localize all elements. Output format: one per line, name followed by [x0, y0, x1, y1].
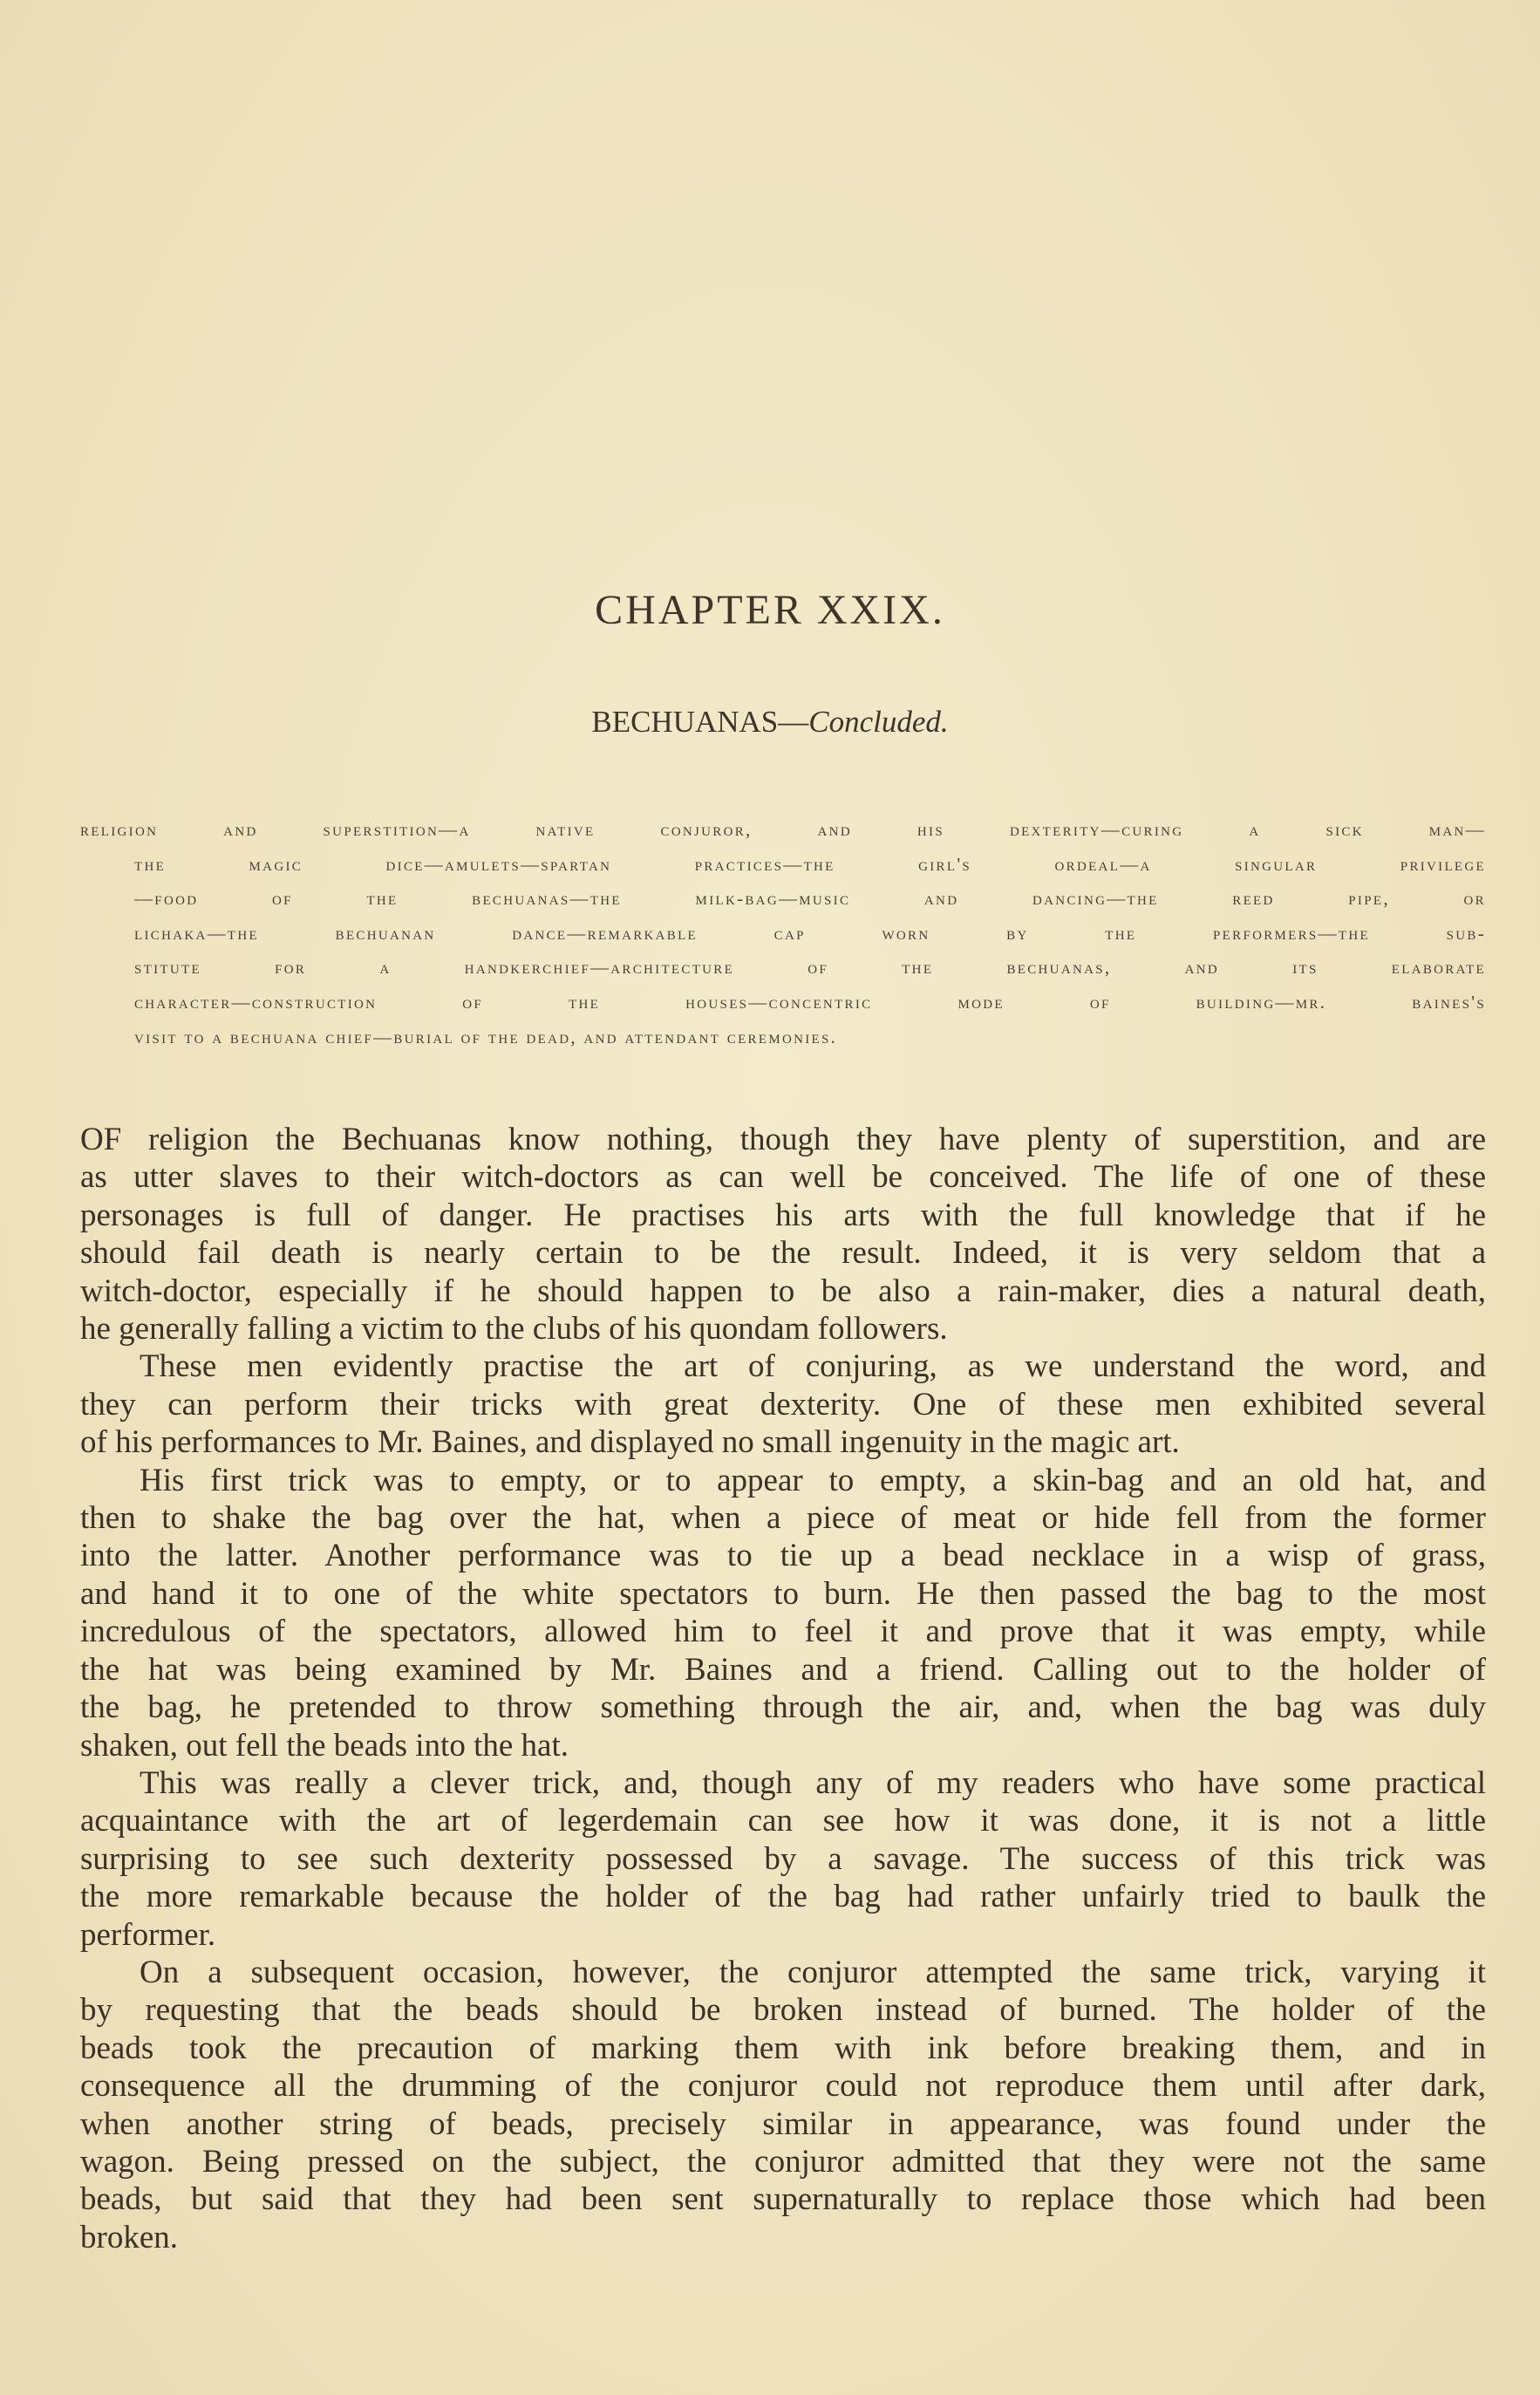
paragraph: [80, 1348, 1486, 1461]
body-text: [80, 1121, 1486, 2256]
text-line: OF religion the Bechuanas know nothing, though they have plenty of superstition, and are: [80, 1122, 1486, 1157]
text-line: personages is full of danger. He practises his arts with the full knowledge that if he: [80, 1197, 1486, 1233]
text-line: by requesting that the beads should be broken instead of burned. The holder of the: [80, 1992, 1486, 2029]
text-line: surprising to see such dexterity possessed by a savage. The success of this trick was: [80, 1840, 1486, 1877]
summary-line: the magic dice—amulets—spartan practices—the girl's ordeal—a singular privilege: [134, 853, 1486, 875]
text-line: he generally falling a victim to the clubs of his quondam followers.: [80, 1311, 948, 1348]
text-line: shaken, out fell the beads into the hat.: [80, 1727, 569, 1764]
text-line: the bag, he pretended to throw something through the air, and, when the bag was duly: [80, 1689, 1486, 1726]
text-line: witch-doctor, especially if he should happen to be also a rain-maker, dies a natural death,: [80, 1273, 1486, 1309]
paragraph: [80, 1764, 1486, 1954]
summary-line: —food of the bechuanas—the milk-bag—music and dancing—the reed pipe, or: [134, 888, 1486, 910]
summary-line: lichaka—the bechuanan dance—remarkable cap worn by the performers—the sub-: [134, 922, 1486, 944]
text-line: wagon. Being pressed on the subject, the conjuror admitted that they were not the same: [80, 2143, 1486, 2180]
text-line: performer.: [80, 1916, 216, 1953]
text-line: beads took the precaution of marking them with ink before breaking them, and in: [80, 2030, 1486, 2066]
text-line: when another string of beads, precisely similar in appearance, was found under the: [80, 2105, 1486, 2142]
chapter-subtitle: [0, 705, 1540, 740]
text-line: they can perform their tricks with great dexterity. One of these men exhibited several: [80, 1386, 1486, 1423]
text-line: acquaintance with the art of legerdemain can see how it was done, it is not a little: [80, 1803, 1486, 1839]
summary-line: visit to a bechuana chief—burial of the dead, and attendant ceremonies.: [134, 1026, 838, 1047]
text-line: then to shake the bag over the hat, when a piece of meat or hide fell from the former: [80, 1500, 1486, 1537]
text-line: This was really a clever trick, and, though any of my readers who have some practical: [140, 1764, 1486, 1801]
text-line: the more remarkable because the holder of the bag had rather unfairly tried to baulk the: [80, 1879, 1486, 1915]
text-line: beads, but said that they had been sent supernaturally to replace those which had been: [80, 2181, 1486, 2218]
chapter-summary: [80, 813, 1486, 1054]
paragraph: [80, 1462, 1486, 1764]
text-line: should fail death is nearly certain to be the result. Indeed, it is very seldom that a: [80, 1235, 1486, 1272]
text-line: and hand it to one of the white spectators to burn. He then passed the bag to the most: [80, 1575, 1486, 1612]
summary-line: stitute for a handkerchief—architecture of the bechuanas, and its elaborate: [134, 957, 1486, 979]
subtitle-italic: Concluded.: [808, 705, 949, 739]
text-line: as utter slaves to their witch-doctors as can well be conceived. The life of one of these: [80, 1159, 1486, 1196]
paragraph: [80, 1954, 1486, 2256]
text-line: consequence all the drumming of the conjuror could not reproduce them until after dark,: [80, 2068, 1486, 2105]
summary-line: character—construction of the houses—concentric mode of building—mr. baines's: [134, 991, 1486, 1013]
chapter-title: CHAPTER XXIX.: [595, 587, 945, 633]
text-line: On a subsequent occasion, however, the conjuror attempted the same trick, varying it: [140, 1954, 1486, 1990]
text-line: of his performances to Mr. Baines, and displayed no small ingenuity in the magic art.: [80, 1424, 1180, 1461]
text-line: into the latter. Another performance was to tie up a bead necklace in a wisp of grass,: [80, 1538, 1486, 1574]
text-line: the hat was being examined by Mr. Baines and a friend. Calling out to the holder of: [80, 1651, 1486, 1688]
text-line: incredulous of the spectators, allowed him to feel it and prove that it was empty, while: [80, 1614, 1486, 1650]
text-line: These men evidently practise the art of conjuring, as we understand the word, and: [140, 1348, 1486, 1385]
text-line: His first trick was to empty, or to appear to empty, a skin-bag and an old hat, and: [140, 1462, 1486, 1498]
paragraph: [80, 1121, 1486, 1348]
text-line: broken.: [80, 2219, 178, 2255]
summary-line: religion and superstition—a native conjuror, and his dexterity—curing a sick man—: [80, 819, 1486, 840]
subtitle-main: BECHUANAS—: [591, 705, 809, 739]
